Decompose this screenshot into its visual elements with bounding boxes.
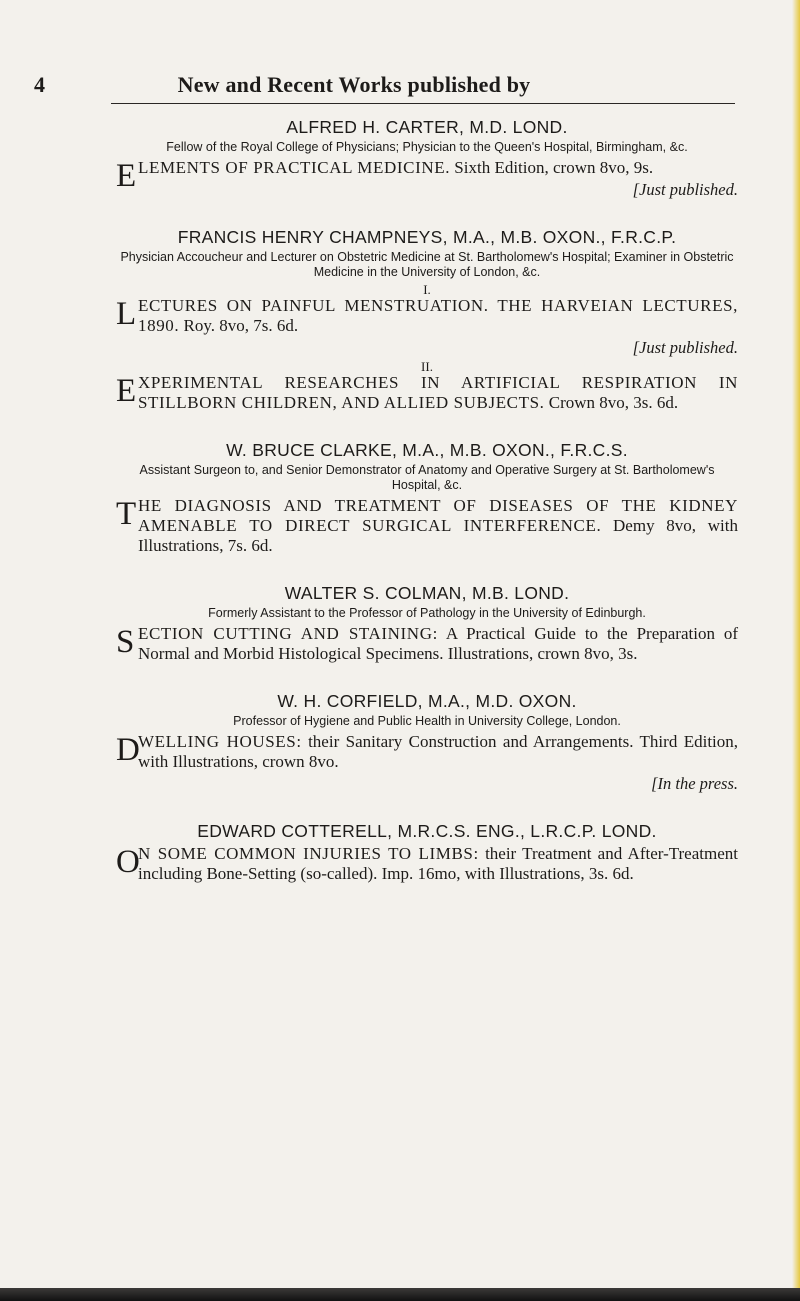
- catalogue-listing: [116, 116, 738, 910]
- work-details: their Sanitary Construction and Arrangements. Third Edition, with Illustrations, crown 8vo.: [138, 732, 739, 771]
- publication-status: [Just published.: [632, 180, 738, 199]
- author-name: EDWARD COTTERELL, M.R.C.S. ENG., L.R.C.P. LOND.: [197, 821, 657, 841]
- work-description: [116, 296, 738, 336]
- work-title: LEMENTS OF PRACTICAL MEDICINE.: [138, 158, 451, 177]
- work-details: Roy. 8vo, 7s. 6d.: [183, 316, 299, 335]
- work-description: [116, 844, 738, 884]
- catalogue-entry: [116, 439, 738, 556]
- work-details: A Practical Guide to the Preparation of Normal and Morbid Histological Specimens. Illustrations, crown 8vo, 3s.: [138, 624, 738, 663]
- drop-cap: S: [116, 624, 135, 660]
- drop-cap: T: [116, 496, 137, 532]
- work-details: Demy 8vo, with Illustrations, 7s. 6d.: [138, 516, 738, 555]
- work-title: ECTURES ON PAINFUL MENSTRUATION. THE HARVEIAN LECTURES, 1890.: [138, 296, 738, 335]
- work-description: [116, 732, 738, 772]
- running-title: New and Recent Works published by: [177, 72, 531, 97]
- author-credentials: Assistant Surgeon to, and Senior Demonstrator of Anatomy and Operative Surgery at St. Bartholomew's Hospital, &c.: [139, 463, 715, 492]
- header-rule: [111, 103, 735, 104]
- author-name: W. BRUCE CLARKE, M.A., M.B. OXON., F.R.C.S.: [226, 440, 628, 460]
- work-details: Crown 8vo, 3s. 6d.: [548, 393, 679, 412]
- catalogue-entry: [116, 582, 738, 664]
- catalogue-entry: [116, 690, 738, 794]
- publication-status: [In the press.: [651, 774, 738, 793]
- author-name: W. H. CORFIELD, M.A., M.D. OXON.: [277, 691, 577, 711]
- author-credentials: Fellow of the Royal College of Physicians; Physician to the Queen's Hospital, Birmingham, &c.: [166, 140, 688, 154]
- drop-cap: D: [116, 732, 140, 768]
- work-description: [116, 624, 738, 664]
- author-credentials: Physician Accoucheur and Lecturer on Obstetric Medicine at St. Bartholomew's Hospital; Examiner in Obstetric Medicine in the University of London, &c.: [120, 250, 734, 279]
- catalogue-entry: [116, 820, 738, 884]
- author-name: WALTER S. COLMAN, M.B. LOND.: [284, 583, 570, 603]
- work-details: Sixth Edition, crown 8vo, 9s.: [454, 158, 654, 177]
- drop-cap: O: [116, 844, 140, 880]
- work-title: XPERIMENTAL RESEARCHES IN ARTIFICIAL RESPIRATION IN STILLBORN CHILDREN, AND ALLIED SUBJECTS.: [138, 373, 738, 412]
- author-credentials: Formerly Assistant to the Professor of Pathology in the University of Edinburgh.: [208, 606, 646, 620]
- work-title: HE DIAGNOSIS AND TREATMENT OF DISEASES OF THE KIDNEY AMENABLE TO DIRECT SURGICAL INTERFERENCE.: [138, 496, 738, 535]
- running-head: [34, 72, 674, 102]
- page-number: 4: [34, 72, 45, 97]
- author-name: ALFRED H. CARTER, M.D. LOND.: [286, 117, 568, 137]
- work-title: ECTION CUTTING AND STAINING:: [138, 624, 438, 643]
- work-title: N SOME COMMON INJURIES TO LIMBS:: [138, 844, 479, 863]
- work-title: WELLING HOUSES:: [138, 732, 302, 751]
- author-name: FRANCIS HENRY CHAMPNEYS, M.A., M.B. OXON., F.R.C.P.: [177, 227, 677, 247]
- catalogue-entry: [116, 226, 738, 413]
- page-edge: [792, 0, 800, 1288]
- catalogue-entry: [116, 116, 738, 200]
- work-description: [116, 373, 738, 413]
- work-details: their Treatment and After-Treatment including Bone-Setting (so-called). Imp. 16mo, with Illustrations, 3s. 6d.: [138, 844, 738, 883]
- publication-status: [Just published.: [632, 338, 738, 357]
- work-number: I.: [423, 282, 431, 297]
- work-number: II.: [421, 359, 433, 374]
- drop-cap: E: [116, 158, 137, 194]
- drop-cap: L: [116, 296, 137, 332]
- bottom-band: [0, 1288, 800, 1301]
- author-credentials: Professor of Hygiene and Public Health in University College, London.: [233, 714, 621, 728]
- work-description: [116, 496, 738, 556]
- drop-cap: E: [116, 373, 137, 409]
